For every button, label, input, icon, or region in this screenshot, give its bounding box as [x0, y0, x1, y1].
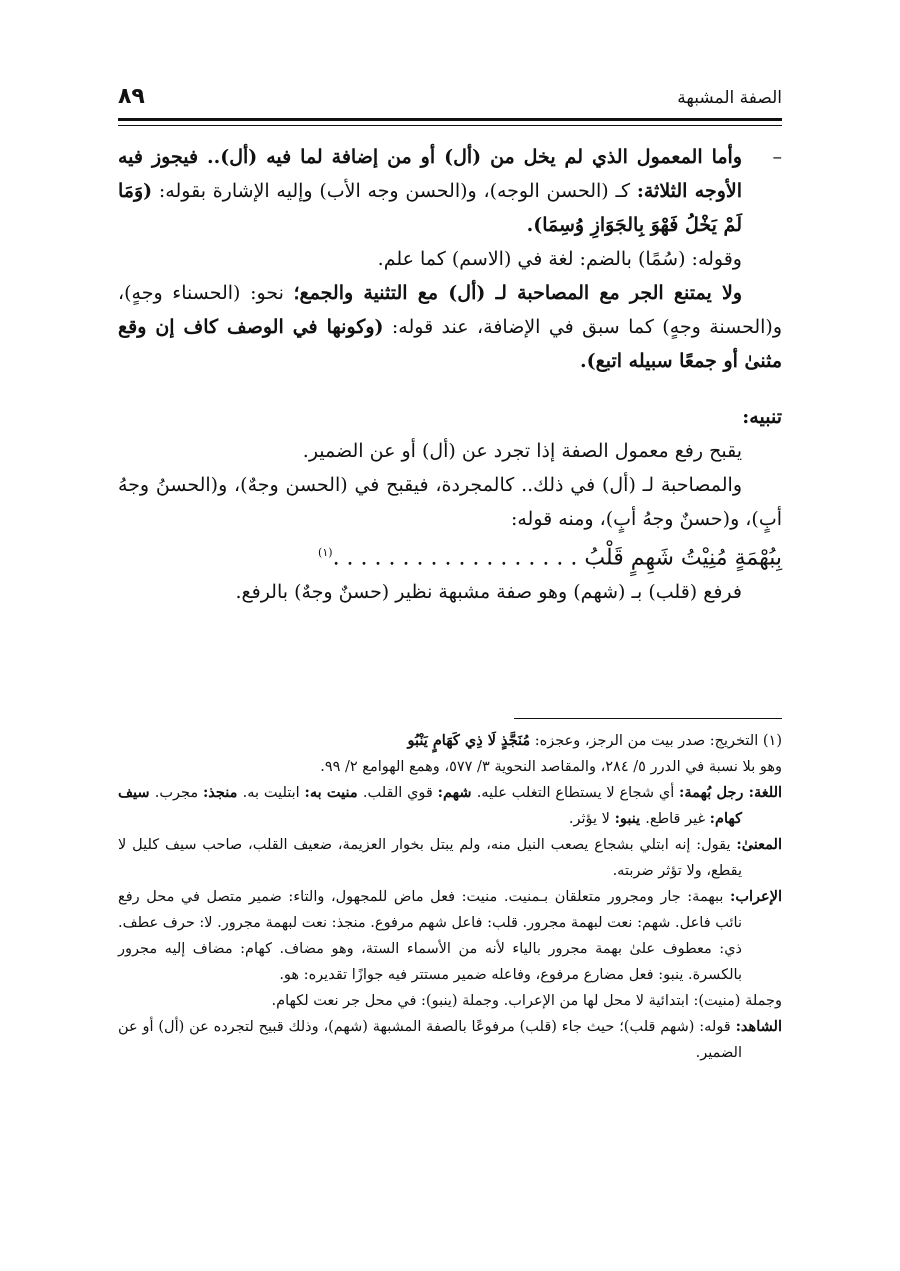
- footnote-separator: [514, 718, 782, 719]
- language-label: اللغة:: [748, 784, 783, 801]
- word-4: منجذ:: [202, 784, 243, 801]
- paragraph-3: [118, 276, 782, 378]
- gloss-1: أي شجاع لا يستطاع التغلب عليه.: [476, 785, 680, 801]
- word-6: ينبو:: [614, 810, 646, 827]
- verse-second-half: مُنَجَّذٍ لَا ذِي كَهَامٍ يَنْبُو: [407, 732, 531, 749]
- paragraph-5: والمصاحبة لـ (أل) في ذلك.. كالمجردة، فيقبح في (الحسن وجهٌ)، و(الحسنُ وجهُ أبٍ)، و(حسنٌ وجهُ أبٍ)، ومنه قوله:: [118, 474, 782, 530]
- footnote-reference: (١): [318, 546, 333, 559]
- header-rule-thin: [118, 125, 782, 126]
- word-3: منيت به:: [304, 784, 363, 801]
- footnote-evidence: [118, 1014, 782, 1066]
- footnote-meaning: [118, 832, 782, 884]
- running-header: [118, 86, 782, 116]
- chapter-title: الصفة المشبهة: [677, 88, 782, 108]
- footnote-sentences: وجملة (منيت): ابتدائية لا محل لها من الإعراب. وجملة (ينبو): في محل جر نعت لكهام.: [271, 993, 782, 1009]
- poetry-verse: [118, 536, 782, 575]
- footnote-language: [118, 780, 782, 832]
- gloss-2: قوي القلب.: [362, 785, 438, 801]
- p3-bold-quote: (وكونها في الوصف كاف إن وقع مثنىٰ أو جمعًا سبيله اتبع).: [118, 316, 782, 372]
- word-5: سيف كهام:: [118, 784, 742, 827]
- paragraph-4: يقبح رفع معمول الصفة إذا تجرد عن (أل) أو عن الضمير.: [302, 440, 742, 462]
- footnote-parsing: [118, 884, 782, 988]
- main-text: [118, 140, 782, 609]
- gloss-4: مجرب.: [154, 785, 203, 801]
- footnote-sources: وهو بلا نسبة في الدرر ٥/ ٢٨٤، والمقاصد النحوية ٣/ ٥٧٧، وهمع الهوامع ٢/ ٩٩.: [320, 759, 782, 775]
- meaning-text: يقول: إنه ابتلي بشجاع يصعب النيل منه، ولم يبتل بخوار العزيمة، ضعيف القلب، صاحب سيف كليل لا يقطع، ولا تؤثر ضربته.: [118, 837, 742, 879]
- gloss-5: غير قاطع.: [645, 811, 710, 827]
- parsing-label: الإعراب:: [730, 888, 782, 905]
- paragraph-1: [118, 140, 782, 242]
- evidence-text: قوله: (شهم قلب)؛ حيث جاء (قلب) مرفوعًا بالصفة المشبهة (شهم)، وذلك قبيح لتجرده عن (أل) أو عن الضمير.: [118, 1019, 742, 1061]
- parsing-text: ببهمة: جار ومجرور متعلقان بـمنيت. منيت: فعل ماض للمجهول، والتاء: ضمير متصل في محل رفع نائب فاعل. شهم: نعت لبهمة مجرور. قلب: فاعل شهم مرفوع. منجذ: نعت لبهمة مجرور. لا: حرف عطف. ذي: معطوف علىٰ بهمة مجرور بالياء لأنه من الأسماء الستة، وهو مضاف. كهام: مضاف إليه مجرور بالكسرة. ينبو: فعل مضارع مرفوع، وفاعله ضمير مستتر فيه جوازًا تقديره: هو.: [118, 889, 742, 983]
- gloss-3: ابتليت به.: [242, 785, 305, 801]
- verse-text: بِبُهْمَةٍ مُنِيْتُ شَهِمٍ قَلْبُ . . . . . . . . . . . . . . . . . .: [332, 545, 782, 571]
- p3-bold-text: ولا يمتنع الجر مع المصاحبة لـ (أل) مع التثنية والجمع؛: [293, 282, 742, 304]
- page-number: ٨٩: [118, 84, 145, 109]
- p1-text: كـ (الحسن الوجه)، و(الحسن وجه الأب) وإليه الإشارة بقوله:: [152, 180, 637, 202]
- footnote-number: (١): [762, 733, 782, 749]
- paragraph-2: وقوله: (سُمًا) بالضم: لغة في (الاسم) كما علم.: [377, 248, 742, 270]
- p1-quote: (وَمَا لَمْ يَخْلُ فَهْوَ بِالجَوَازِ وُسِمَا).: [118, 180, 742, 236]
- p3-text: نحو: (الحسناء وجهٍ)، و(الحسنة وجهٍ) كما سبق في الإضافة، عند قوله:: [118, 282, 782, 338]
- evidence-label: الشاهد:: [735, 1018, 782, 1035]
- footnotes: [118, 728, 782, 1066]
- gloss-6: لا يؤثر.: [568, 811, 615, 827]
- footnote-1: [118, 728, 782, 754]
- p1-bold-text: وأما المعمول الذي لم يخل من (أل) أو من إضافة لما فيه (أل).. فيجوز فيه الأوجه الثلاثة:: [118, 146, 742, 202]
- paragraph-6: فرفع (قلب) بـ (شهم) وهو صفة مشبهة نظير (حسنٌ وجهٌ) بالرفع.: [235, 581, 742, 604]
- header-rule-thick: [118, 118, 782, 121]
- takhrij-label: التخريج:: [709, 733, 759, 749]
- takhrij-text: صدر بيت من الرجز، وعجزه:: [530, 733, 710, 749]
- note-heading: تنبيه:: [742, 406, 782, 428]
- meaning-label: المعنىٰ:: [736, 836, 782, 853]
- dash-marker: –: [772, 146, 782, 168]
- word-2: شهم:: [437, 784, 477, 801]
- word-1: رجل بُهمة:: [679, 784, 749, 801]
